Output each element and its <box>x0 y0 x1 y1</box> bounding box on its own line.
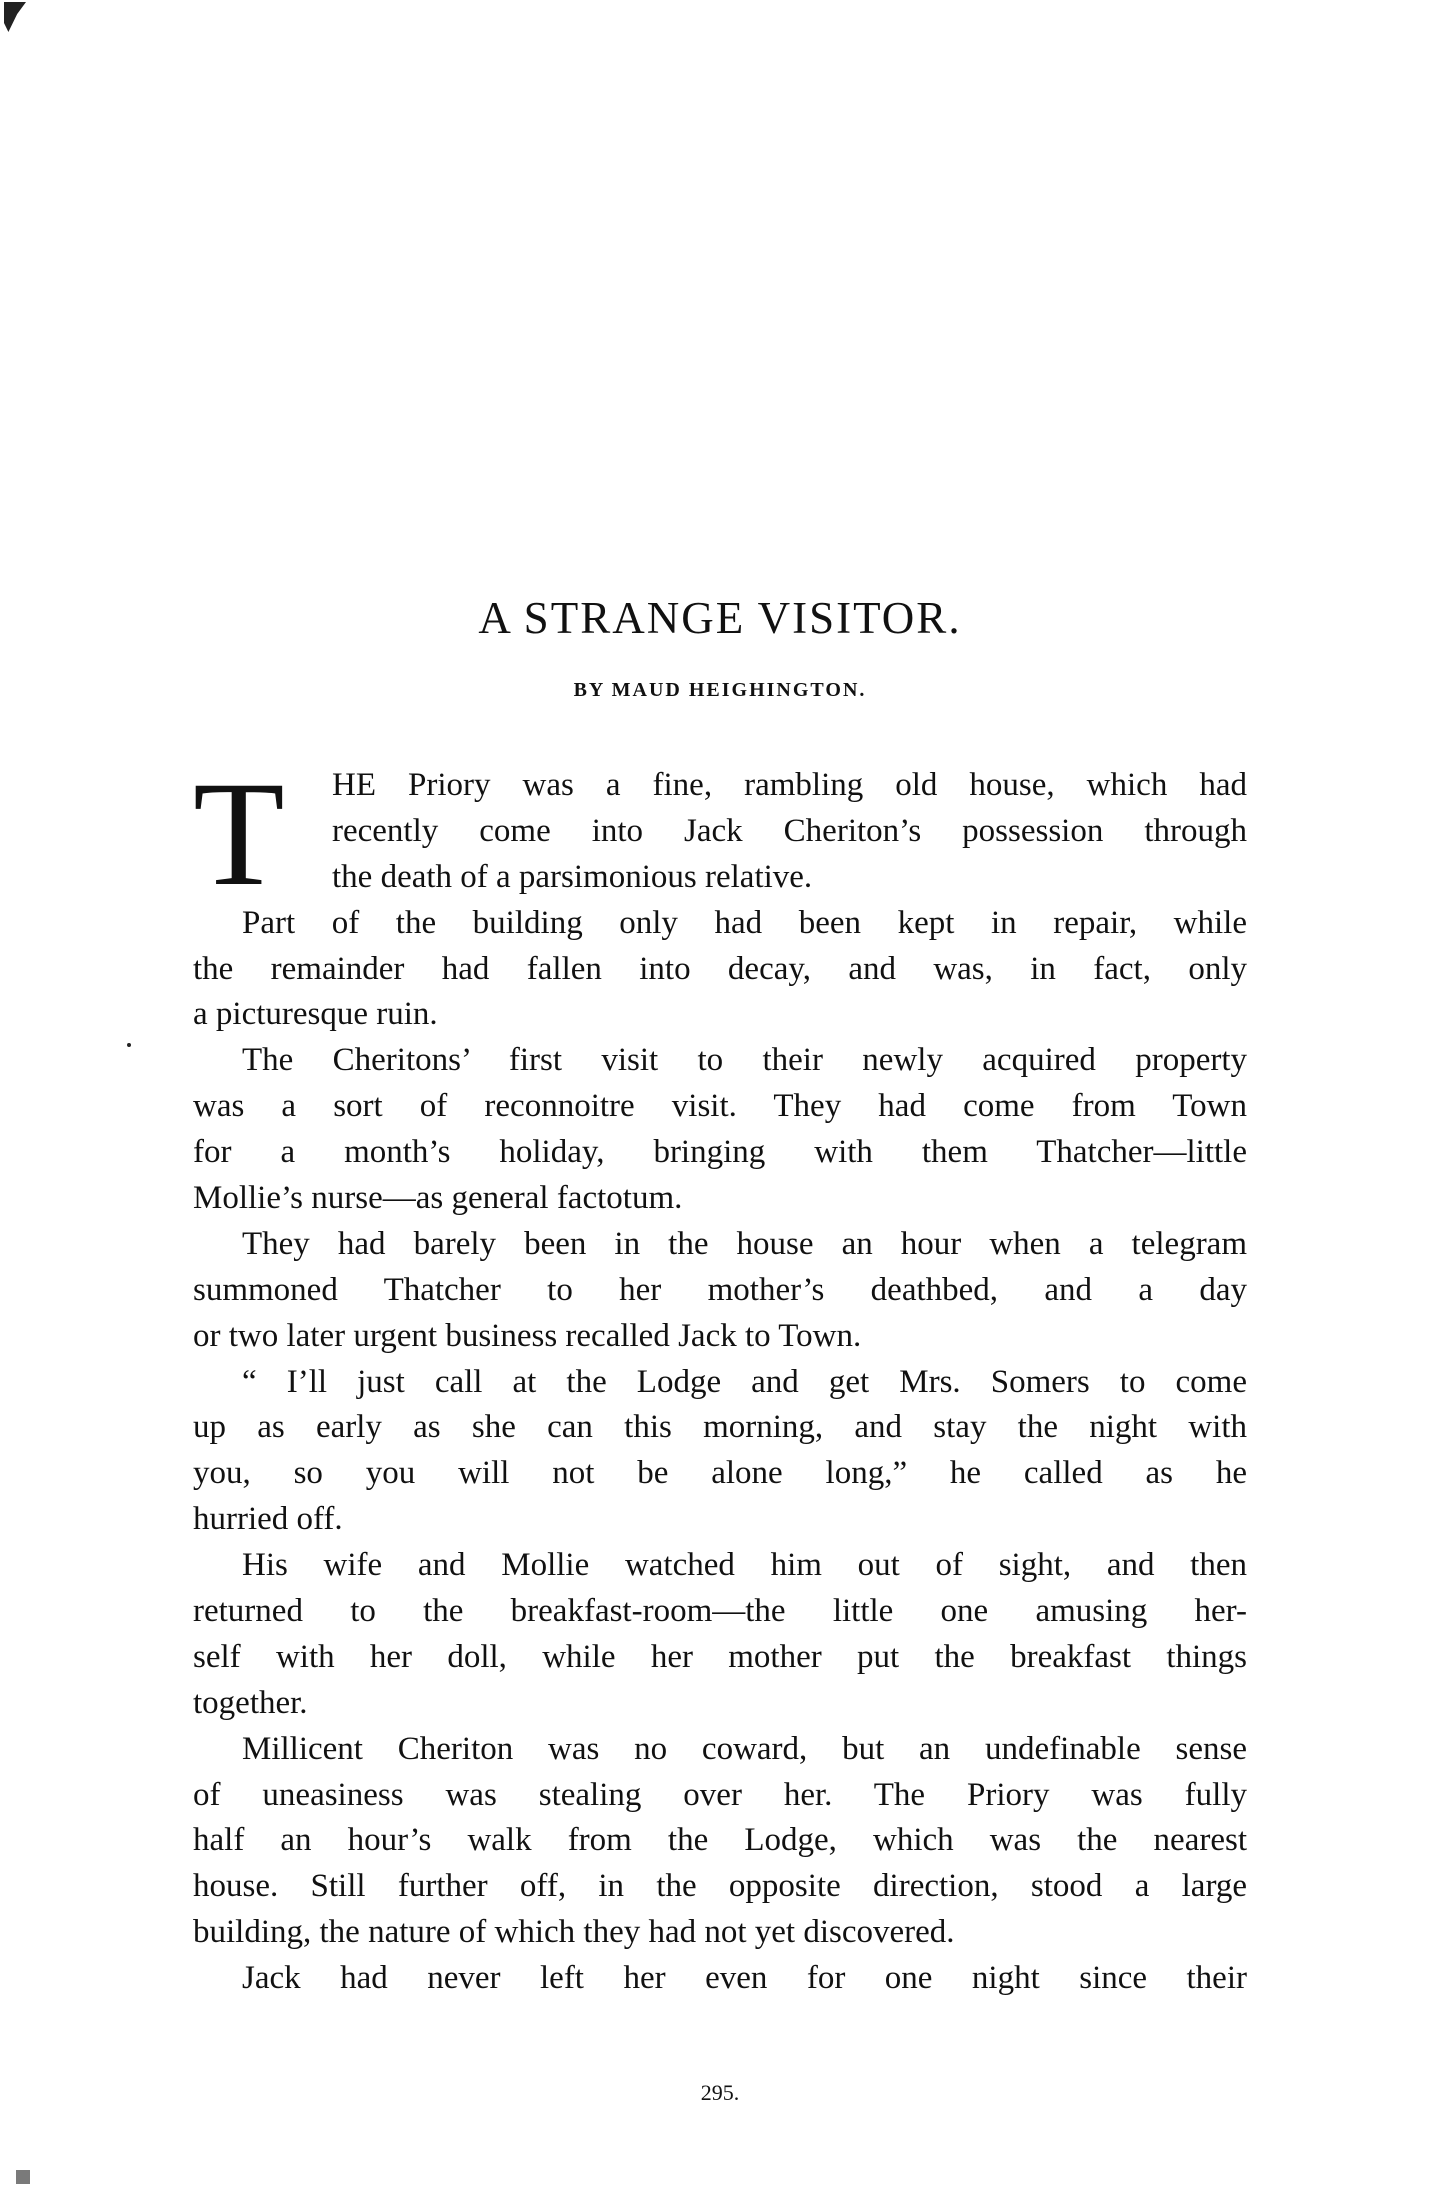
text-line: His wife and Mollie watched him out of sight, and then <box>242 1547 1247 1584</box>
text-line: building, the nature of which they had not yet discovered. <box>193 1914 955 1951</box>
text-line: of uneasiness was stealing over her. The Priory was fully <box>193 1776 1247 1813</box>
text-line: returned to the breakfast-room—the little one amusing her- <box>193 1593 1247 1630</box>
text-line: hurried off. <box>193 1501 343 1538</box>
text-line: “ I’ll just call at the Lodge and get Mrs. Somers to come <box>242 1363 1247 1400</box>
text-line: HE Priory was a fine, rambling old house, which had <box>332 767 1247 803</box>
text-line: a picturesque ruin. <box>193 996 438 1033</box>
article-title: A STRANGE VISITOR. <box>478 593 962 643</box>
text-line: the remainder had fallen into decay, and was, in fact, only <box>193 950 1247 987</box>
scan-dot <box>127 1043 131 1047</box>
text-line: Part of the building only had been kept in repair, while <box>242 904 1247 941</box>
text-line: you, so you will not be alone long,” he called as he <box>193 1455 1247 1492</box>
text-line: self with her doll, while her mother put the breakfast things <box>193 1638 1247 1675</box>
text-line: house. Still further off, in the opposite direction, stood a large <box>193 1868 1247 1905</box>
scan-speck-bottom-left <box>16 2170 30 2184</box>
text-line: together. <box>193 1684 308 1721</box>
text-line: recently come into Jack Cheriton’s possession through <box>332 812 1247 849</box>
page-number: 295. <box>700 2080 740 2105</box>
text-line: Jack had never left her even for one night since their <box>242 1960 1247 1997</box>
text-line: Millicent Cheriton was no coward, but an undefinable sense <box>242 1730 1247 1767</box>
text-line: the death of a parsimonious relative. <box>332 858 813 895</box>
drop-cap: T <box>193 751 285 917</box>
text-line: They had barely been in the house an hour when a telegram <box>242 1225 1247 1262</box>
article-body <box>193 751 1247 2002</box>
text-line: up as early as she can this morning, and stay the night with <box>193 1409 1247 1446</box>
text-line: for a month’s holiday, bringing with them Thatcher—little <box>193 1134 1247 1171</box>
text-line: Mollie’s nurse—as general factotum. <box>193 1180 683 1217</box>
text-line: half an hour’s walk from the Lodge, which was the nearest <box>193 1822 1247 1859</box>
text-line: was a sort of reconnoitre visit. They had come from Town <box>193 1088 1247 1125</box>
text-line: or two later urgent business recalled Jack to Town. <box>193 1317 862 1354</box>
text-line: The Cheritons’ first visit to their newly acquired property <box>242 1042 1247 1079</box>
article-byline: BY MAUD HEIGHINGTON. <box>573 679 867 701</box>
text-line: summoned Thatcher to her mother’s deathbed, and a day <box>193 1271 1247 1308</box>
scan-speck-top-left <box>4 2 26 32</box>
